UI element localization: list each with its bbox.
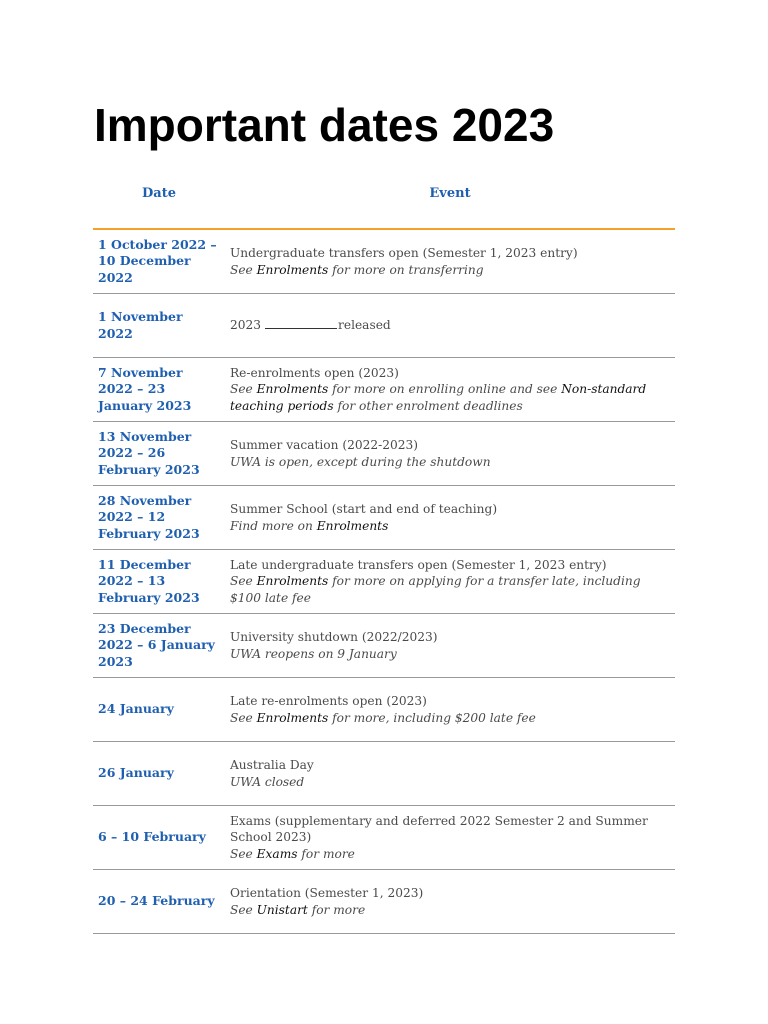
event-text: Re-enrolments open (2023) (230, 365, 399, 380)
note-text: for more on applying for a transfer late, including $100 late fee (230, 574, 641, 605)
event-text: Australia Day (230, 758, 314, 772)
event-text: Late re-enrolments open (2023) (230, 694, 427, 708)
note-text: See (230, 902, 257, 917)
event-cell (225, 885, 675, 918)
note-text: See (230, 846, 257, 861)
event-text-suffix: released (338, 318, 391, 333)
event-text: University shutdown (2022/2023) (230, 630, 438, 644)
date-cell: 28 November 2022 – 12 February 2023 (98, 492, 200, 541)
note-text: See (230, 574, 257, 589)
table-row (93, 870, 675, 934)
date-cell: 26 January (98, 765, 174, 781)
date-cell: 20 – 24 February (98, 893, 215, 909)
table-row (93, 678, 675, 742)
event-text: Summer School (start and end of teaching) (230, 502, 498, 516)
table-row (93, 230, 675, 294)
event-note (230, 518, 671, 535)
note-text: for more on enrolling online and see (328, 382, 562, 397)
blank-line (265, 317, 337, 329)
event-note (230, 262, 671, 279)
date-column-header: Date (142, 186, 176, 201)
event-cell (225, 437, 675, 470)
date-cell: 11 December 2022 – 13 February 2023 (98, 556, 200, 605)
event-text: Late undergraduate transfers open (Semester 1, 2023 entry) (230, 557, 607, 572)
event-note: UWA is open, except during the shutdown (230, 454, 491, 469)
date-cell: 6 – 10 February (98, 829, 206, 845)
event-cell (225, 629, 675, 662)
non-standard-teaching-periods-link[interactable]: Non-standard teaching periods (230, 382, 647, 413)
table-row (93, 614, 675, 678)
note-text: for more (307, 902, 366, 917)
event-cell (225, 693, 675, 726)
unistart-link[interactable]: Unistart (256, 902, 308, 917)
date-cell: 23 December 2022 – 6 January 2023 (98, 620, 215, 669)
event-text: Orientation (Semester 1, 2023) (230, 886, 424, 900)
event-note (230, 573, 671, 606)
event-note: UWA closed (230, 774, 305, 789)
event-note: UWA reopens on 9 January (230, 646, 397, 661)
note-text: for more (297, 846, 355, 861)
note-text: for more, including $200 late fee (328, 710, 536, 725)
event-text: Exams (supplementary and deferred 2022 Semester 2 and Summer School 2023) (230, 813, 648, 845)
table-row (93, 486, 675, 550)
table-row (93, 358, 675, 422)
table-header (93, 160, 675, 230)
table-row (93, 806, 675, 870)
table-row (93, 294, 675, 358)
event-cell (225, 245, 675, 278)
table-row (93, 422, 675, 486)
event-text-prefix: 2023 (230, 318, 262, 333)
note-text: See (230, 262, 257, 277)
date-cell: 7 November 2022 – 23 January 2023 (98, 364, 192, 413)
event-cell (225, 757, 675, 790)
page-title: Important dates 2023 (94, 99, 555, 151)
event-column-header: Event (429, 186, 471, 201)
event-text: Undergraduate transfers open (Semester 1, 2023 entry) (230, 246, 578, 260)
note-text: for more on transferring (328, 262, 484, 277)
event-cell (225, 501, 675, 534)
event-note (230, 846, 671, 863)
event-cell (225, 813, 675, 863)
enrolments-link[interactable]: Enrolments (256, 574, 329, 589)
enrolments-link[interactable]: Enrolments (256, 710, 329, 725)
event-note (230, 902, 671, 919)
date-cell: 1 November 2022 (98, 309, 183, 341)
note-text: Find more on (230, 518, 317, 533)
note-text: See (230, 710, 257, 725)
important-dates-table (93, 160, 675, 934)
event-cell (225, 557, 675, 607)
note-text: for other enrolment deadlines (333, 398, 523, 413)
exams-link[interactable]: Exams (256, 846, 298, 861)
enrolments-link[interactable]: Enrolments (316, 518, 389, 533)
enrolments-link[interactable]: Enrolments (256, 262, 329, 277)
date-cell: 1 October 2022 – 10 December 2022 (98, 236, 217, 285)
event-text: Summer vacation (2022-2023) (230, 438, 418, 452)
event-note (230, 710, 671, 727)
event-note (230, 381, 671, 414)
table-row (93, 742, 675, 806)
event-text (230, 317, 671, 334)
event-cell (225, 365, 675, 415)
note-text: See (230, 382, 257, 397)
date-cell: 13 November 2022 – 26 February 2023 (98, 428, 200, 477)
table-row (93, 550, 675, 614)
date-cell: 24 January (98, 701, 174, 717)
event-cell (225, 317, 675, 334)
enrolments-link[interactable]: Enrolments (256, 382, 329, 397)
